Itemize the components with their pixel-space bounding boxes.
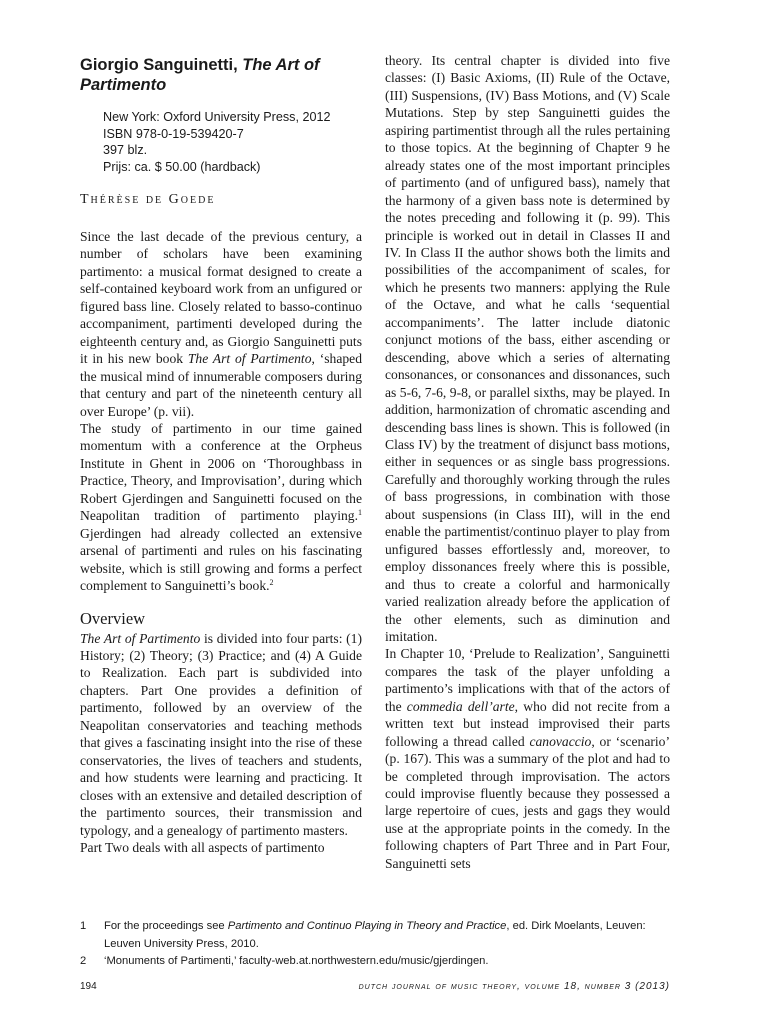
italic-term: commedia dell’arte bbox=[406, 698, 515, 714]
pages-line: 397 blz. bbox=[103, 143, 148, 157]
overview-paragraph-1 bbox=[80, 630, 362, 839]
intro-paragraph-1 bbox=[80, 228, 362, 420]
chapter-10-paragraph bbox=[385, 645, 670, 872]
book-author: Giorgio Sanguinetti, bbox=[80, 56, 243, 74]
text-run: , who did not recite from a written text but instead improvised their parts following a thread called bbox=[385, 698, 670, 749]
text-run: , or ‘scenario’ (p. 167). This was a summary of the plot and had to be completed through improvisation. The actors could improvise fluently because they possessed a large repertoire of cues, jests and gags they would use at the appropriate points in the comedy. In the following chapters of Part Three and in Part Four, Sanguinetti sets bbox=[385, 733, 670, 871]
text-run: Since the last decade of the previous century, a number of scholars have been examining partimento: a musical format designed to create a self-contained keyboard work from an unfigured or figured bass line. Closely related to basso-continuo accompaniment, partimenti developed during the eighteenth century and, as Giorgio Sanguinetti puts it in his new book bbox=[80, 229, 362, 367]
reviewer-name: Thérèse de Goede bbox=[80, 192, 216, 207]
italic-title: Partimento and Continuo Playing in Theory and Practice bbox=[227, 920, 507, 932]
footnote-2 bbox=[80, 953, 680, 971]
text-run: The study of partimento in our time gained momentum with a conference at the Orpheus Institute in Ghent in 2006 on ‘Thoroughbass in Practice, Theory, and Improvisation’, during which Robert Gjerdingen and Sanguinetti focused on the Neapolitan tradition of partimento playing. bbox=[80, 420, 362, 524]
isbn-line: ISBN 978-0-19-539420-7 bbox=[103, 126, 244, 141]
text-run: is divided into four parts: (1) History; (2) Theory; (3) Practice; and (4) A Guide to Realization. Each part is subdivided into chapters. Part One provides a definition of partimento, followed by an overview of the Neapolitan conservatories and teaching methods that gives a fascinating insight into the rise of these conservatories, the lives of teachers and students, and how students were learning and practicing. It closes with an extensive and detailed description of the partimento sources, their transmission and typology, and a genealogy of partimento masters. bbox=[80, 630, 362, 838]
footnote-1 bbox=[80, 918, 680, 953]
book-title-italic: The Art of Partimento bbox=[80, 630, 201, 646]
text-run: , ed. Dirk Moelants, Leuven: Leuven University Press, 2010. bbox=[104, 920, 646, 950]
text-run: In Chapter 10, ‘Prelude to Realization’, Sanguinetti compares the task of the player unfolding a partimento’s implications with that of the actors of the bbox=[385, 646, 670, 714]
text-run: For the proceedings see bbox=[104, 920, 228, 932]
footnote-ref-1[interactable]: 1 bbox=[358, 508, 362, 518]
publication-info bbox=[103, 109, 362, 175]
publisher-line: New York: Oxford University Press, 2012 bbox=[103, 110, 331, 124]
footnote-number: 1 bbox=[80, 920, 87, 932]
book-title: The Art of Partimento bbox=[80, 56, 320, 94]
journal-name: dutch journal of music theory, volume 18, number 3 (2013) bbox=[358, 981, 670, 992]
page-footer bbox=[80, 981, 670, 992]
text-run: , ‘shaped the musical mind of innumerable composers during that century and part of the nineteenth century all over Europe’ (p. vii). bbox=[80, 351, 362, 419]
theory-paragraph: theory. Its central chapter is divided into five classes: (I) Basic Axioms, (II) Rule of the Octave, (III) Suspensions, (IV) Bass Motions, and (V) Scale Mutations. Step by step Sanguinetti guides the aspiring partimentist through all the rules pertaining to those topics. At the beginning of Chapter 9 he already states one of the most important principles of partimento (and of unfigured bass), namely that the harmony of a given bass note is determined by the notes preceding and following it (p. 99). This principle is worked out in detail in Classes II and IV. In Class II the author shows both the limits and possibilities of the accompaniment of scales, for which he presents two manners: applying the Rule of the Octave, and what he calls ‘sequential accompaniments’. The latter include diatonic conjunct motions of the bass, either ascending or descending, above which a series of alternating consonances, or consonances and dissonances, such as 5-6, 7-6, 9-8, or parallel sixths, may be played. In addition, harmonization of chromatic ascending and descending bass lines is shown. This is followed (in Class IV) by the treatment of disjunct bass motions, either in sequences or as single bass progressions. Carefully and thoroughly working through the rules of bass progressions, in combination with those about suspensions (in Class III), will in the end enable the partimentist/continuo player to play from unfigured basses effortlessly and, moreover, to employ dissonances freely where this is possible, and thus to create a colorful and harmonically varied realization already before the application of the other elements, such as diminution and imitation. bbox=[385, 53, 670, 644]
footnote-text: ‘Monuments of Partimenti,’ faculty-web.at.northwestern.edu/music/gjerdingen. bbox=[104, 955, 489, 967]
footnote-number: 2 bbox=[80, 955, 87, 967]
right-column bbox=[385, 52, 670, 872]
italic-term: canovaccio bbox=[529, 733, 592, 749]
intro-paragraph-2 bbox=[80, 420, 362, 595]
text-run: Gjerdingen had already collected an extensive arsenal of partimenti and rules on his fascinating website, which is still growing and forms a perfect complement to Sanguinetti’s book. bbox=[80, 525, 362, 594]
price-line: Prijs: ca. $ 50.00 (hardback) bbox=[103, 159, 261, 174]
overview-heading: Overview bbox=[80, 608, 146, 628]
footnotes bbox=[80, 918, 680, 971]
review-title bbox=[80, 55, 362, 95]
page-number: 194 bbox=[80, 981, 97, 992]
footnote-ref-2[interactable]: 2 bbox=[269, 578, 274, 588]
overview-paragraph-2: Part Two deals with all aspects of partimento bbox=[80, 839, 325, 855]
book-title-italic: The Art of Partimento bbox=[187, 351, 312, 367]
left-column bbox=[80, 52, 362, 856]
footnote-text bbox=[104, 918, 680, 953]
